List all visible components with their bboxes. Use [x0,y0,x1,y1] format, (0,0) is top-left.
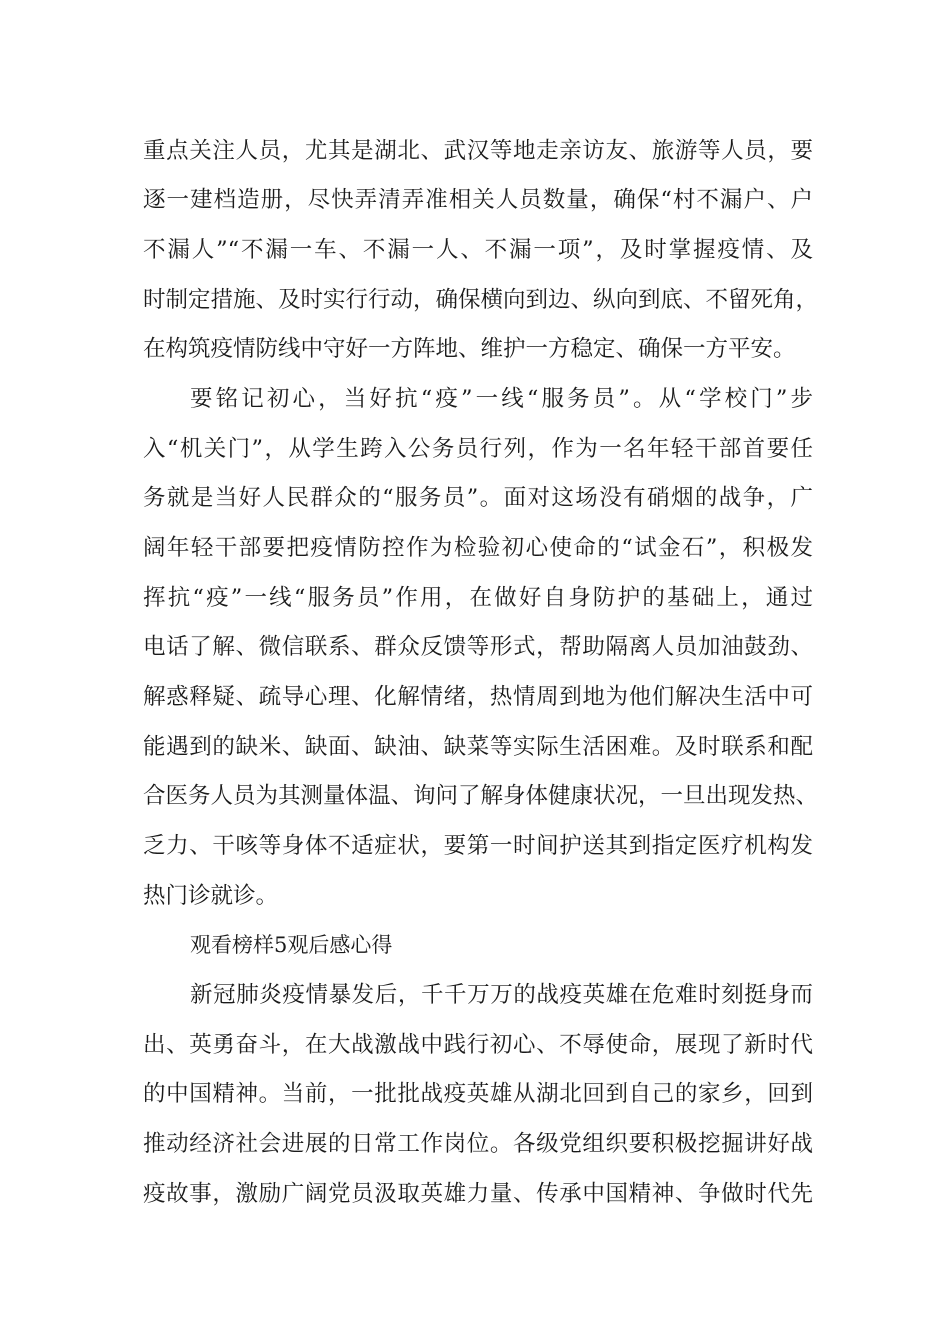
text-line: 挥抗“疫”一线“服务员”作用，在做好自身防护的基础上，通过 [143,585,813,611]
text-line: 入“机关门”，从学生跨入公务员行列，作为一名年轻干部首要任 [143,436,813,462]
text-line: 解惑释疑、疏导心理、化解情绪，热情周到地为他们解决生活中可 [143,684,813,710]
text-line: 推动经济社会进展的日常工作岗位。各级党组织要积极挖掘讲好战 [143,1131,813,1157]
text-line: 热门诊就诊。 [143,883,279,909]
text-line: 时制定措施、及时实行行动，确保横向到边、纵向到底、不留死角， [143,287,819,313]
text-line: 电话了解、微信联系、群众反馈等形式，帮助隔离人员加油鼓劲、 [143,634,813,660]
text-line: 阔年轻干部要把疫情防控作为检验初心使命的“试金石”，积极发 [143,535,813,561]
text-line: 在构筑疫情防线中守好一方阵地、维护一方稳定、确保一方平安。 [143,336,796,362]
text-line: 重点关注人员，尤其是湖北、武汉等地走亲访友、旅游等人员，要 [143,138,813,164]
text-line: 出、英勇奋斗，在大战激战中践行初心、不辱使命，展现了新时代 [143,1032,813,1058]
paragraph-first-line: 新冠肺炎疫情暴发后，千千万万的战疫英雄在危难时刻挺身而 [190,982,813,1008]
text-line: 的中国精神。当前，一批批战疫英雄从湖北回到自己的家乡，回到 [143,1081,813,1107]
paragraph-first-line: 要铭记初心，当好抗“疫”一线“服务员”。从“学校门”步 [190,386,813,412]
text-line: 能遇到的缺米、缺面、缺油、缺菜等实际生活困难。及时联系和配 [143,734,813,760]
text-line: 乏力、干咳等身体不适症状，要第一时间护送其到指定医疗机构发 [143,833,813,859]
text-line: 务就是当好人民群众的“服务员”。面对这场没有硝烟的战争，广 [143,485,813,511]
text-line: 不漏人”“不漏一车、不漏一人、不漏一项”，及时掌握疫情、及 [143,237,813,263]
text-line: 逐一建档造册，尽快弄清弄准相关人员数量，确保“村不漏户、户 [143,187,813,213]
section-heading: 观看榜样5观后感心得 [190,933,393,957]
text-line: 疫故事，激励广阔党员汲取英雄力量、传承中国精神、争做时代先 [143,1181,813,1207]
text-line: 合医务人员为其测量体温、询问了解身体健康状况，一旦出现发热、 [143,783,819,809]
